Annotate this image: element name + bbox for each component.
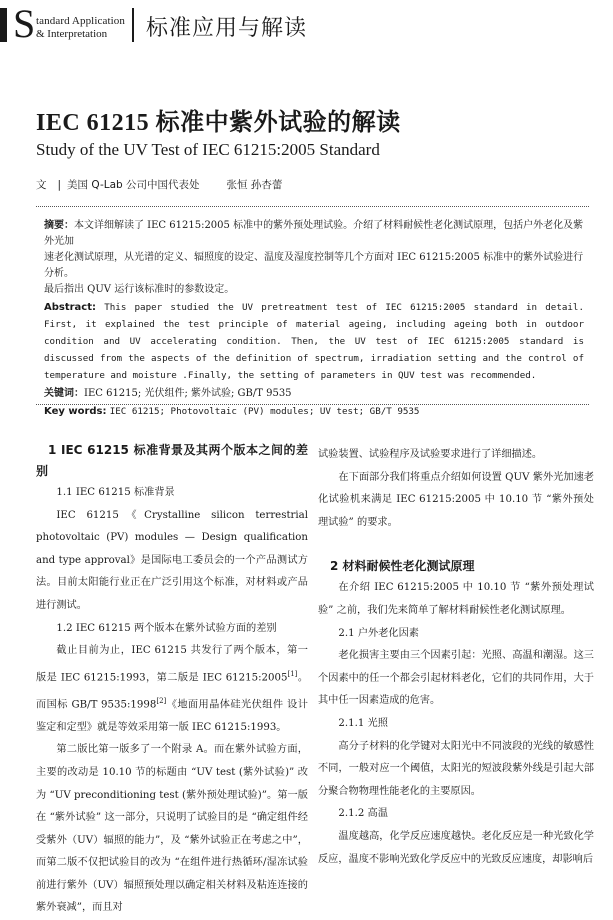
body-left-column (36, 440, 308, 920)
header-logo-letter: S (13, 1, 36, 46)
paragraph-1-3: 第二版比第一版多了一个附录 A。而在紫外试验方面，主要的改动是 10.10 节的标题由 “UV test (紫外试验)” 改为 “UV preconditioning test (紫外预处理试验)”。第一版在 “紫外试验” 这一部分，只说明了试验目的是 “确定组件经受紫外（UV）辐照的能力”，及 “紫外试验正在考虑之中”，而第二版不仅把试验目的改为 “在组件进行热循环/湿冻试验前进行紫外（UV）辐照预处理以确定相关材料及粘连连接的紫外衰减”，而且对 (36, 744, 308, 914)
header-bar (0, 8, 7, 42)
header-section-title: 标准应用与解读 (146, 16, 308, 41)
paragraph-2: 在介绍 IEC 61215:2005 中 10.10 节 “紫外预处理试验” 之前，我们先来简单了解材料耐候性老化测试原理。 (318, 582, 594, 616)
subsection-2-1-heading: 2.1 户外老化因素 (338, 627, 419, 639)
paragraph-1-2-a: 截止目前为止，IEC 61215 共发行了两个版本，第一版是 IEC 61215:1993，第二版是 IEC 61215:2005 (36, 645, 308, 684)
paragraph-2-1-1: 高分子材料的化学键对太阳光中不同波段的光线的敏感性不同，一般对应一个阈值，太阳光的短波段紫外线是引起大部分聚合物物理性能老化的主要原因。 (318, 740, 594, 797)
paragraph-1-2 (36, 640, 308, 739)
abstract-en-text: This paper studied the UV pretreatment test of IEC 61215:2005 standard in detail. First, it explained the test principle of material ageing, including ageing both in outdoor condition and UV accelerating condition. Then, the UV test of IEC 61215:2005 standard is discussed from the aspects of the definition of spectrum, irradiation setting and the control of temperature and moisture .Finally, the setting of parameters in QUV test was recommended. (44, 302, 584, 381)
reference-2: [2] (156, 696, 167, 705)
abstract-en-label: Abstract: (44, 302, 97, 313)
abstract-cn-line1: 本文详细解读了 IEC 61215:2005 标准中的紫外预处理试验。介绍了材料耐候性老化测试原理，包括户外老化及紫外光加 (44, 220, 584, 247)
header-english-line2: & Interpretation (36, 28, 108, 40)
keywords-cn-label: 关键词： (44, 388, 84, 399)
paragraph-1-2-c: 《地面用晶体硅光伏组件 设计鉴定和定型》就是等效采用第一版 IEC 61215:1993。 (36, 699, 308, 733)
reference-1: [1] (287, 669, 298, 678)
paragraph-continued: 试验装置、试验程序及试验要求进行了详细描述。 (318, 449, 543, 460)
subsection-1-1-heading: 1.1 IEC 61215 标准背景 (56, 487, 175, 498)
abstract-cn-line3: 最后指出 QUV 运行该标准时的参数设定。 (44, 284, 235, 295)
author-prefix: 文 (36, 179, 47, 191)
header-separator (132, 8, 134, 42)
author-names: 张恒 孙杏蕾 (226, 179, 283, 191)
paragraph-intro-quv: 在下面部分我们将重点介绍如何设置 QUV 紫外光加速老化试验机来满足 IEC 61215:2005 中 10.10 节 “紫外预处理试验” 的要求。 (318, 471, 594, 528)
article-title-en: Study of the UV Test of IEC 61215:2005 Standard (36, 140, 380, 159)
body-right-column (318, 444, 594, 871)
abstract-en (44, 299, 584, 384)
paragraph-2-1-2: 温度越高，化学反应速度越快。老化反应是一种光致化学反应，温度不影响光致化学反应中的光致反应速度，却影响后 (318, 830, 594, 865)
header-english-line1: tandard Application (36, 15, 125, 27)
subsection-1-2-heading: 1.2 IEC 61215 两个版本在紫外试验方面的差别 (56, 622, 277, 634)
keywords-en: IEC 61215; Photovoltaic (PV) modules; UV test; GB/T 9535 (109, 406, 420, 417)
paragraph-1-2-b: 。而国标 GB/T 9535:1998 (36, 672, 309, 711)
subsection-2-1-2-heading: 2.1.2 高温 (338, 808, 388, 820)
abstract-cn-label: 摘要： (44, 220, 74, 231)
paragraph-2-1: 老化损害主要由三个因素引起：光照、高温和潮湿。这三个因素中的任一个都会引起材料老化，它们的共同作用，大于其中任一因素造成的危害。 (318, 650, 594, 707)
subsection-2-1-1-heading: 2.1.1 光照 (338, 717, 388, 729)
article-title-cn: IEC 61215 标准中紫外试验的解读 (36, 110, 401, 136)
abstract-block (44, 218, 584, 420)
author-affiliation: 美国 Q-Lab 公司中国代表处 (67, 179, 200, 191)
author-line: 文 | 美国 Q-Lab 公司中国代表处 张恒 孙杏蕾 (36, 179, 283, 191)
keywords-cn: IEC 61215; 光伏组件; 紫外试验; GB/T 9535 (84, 388, 292, 399)
abstract-cn (44, 218, 584, 298)
abstract-cn-line2: 速老化测试原理，从光谱的定义、辐照度的设定、温度及湿度控制等几个方面对 IEC 61215:2005 标准中的紫外试验进行分析。 (44, 252, 584, 279)
section-2-heading: 2 材料耐候性老化测试原理 (330, 559, 475, 574)
paragraph-1-1: IEC 61215《Crystalline silicon terrestrial photovoltaic (PV) modules — Design qualification and type approval》是国际电工委员会的一个产品测试方法。目前太阳能行业正在广泛引用这个标准，对材料或产品进行测试。 (36, 509, 308, 611)
keywords-en-label: Key words: (44, 406, 107, 417)
section-1-heading: 1 IEC 61215 标准背景及其两个版本之间的差别 (36, 443, 308, 478)
divider-bottom (36, 404, 589, 405)
divider-top (36, 206, 589, 207)
